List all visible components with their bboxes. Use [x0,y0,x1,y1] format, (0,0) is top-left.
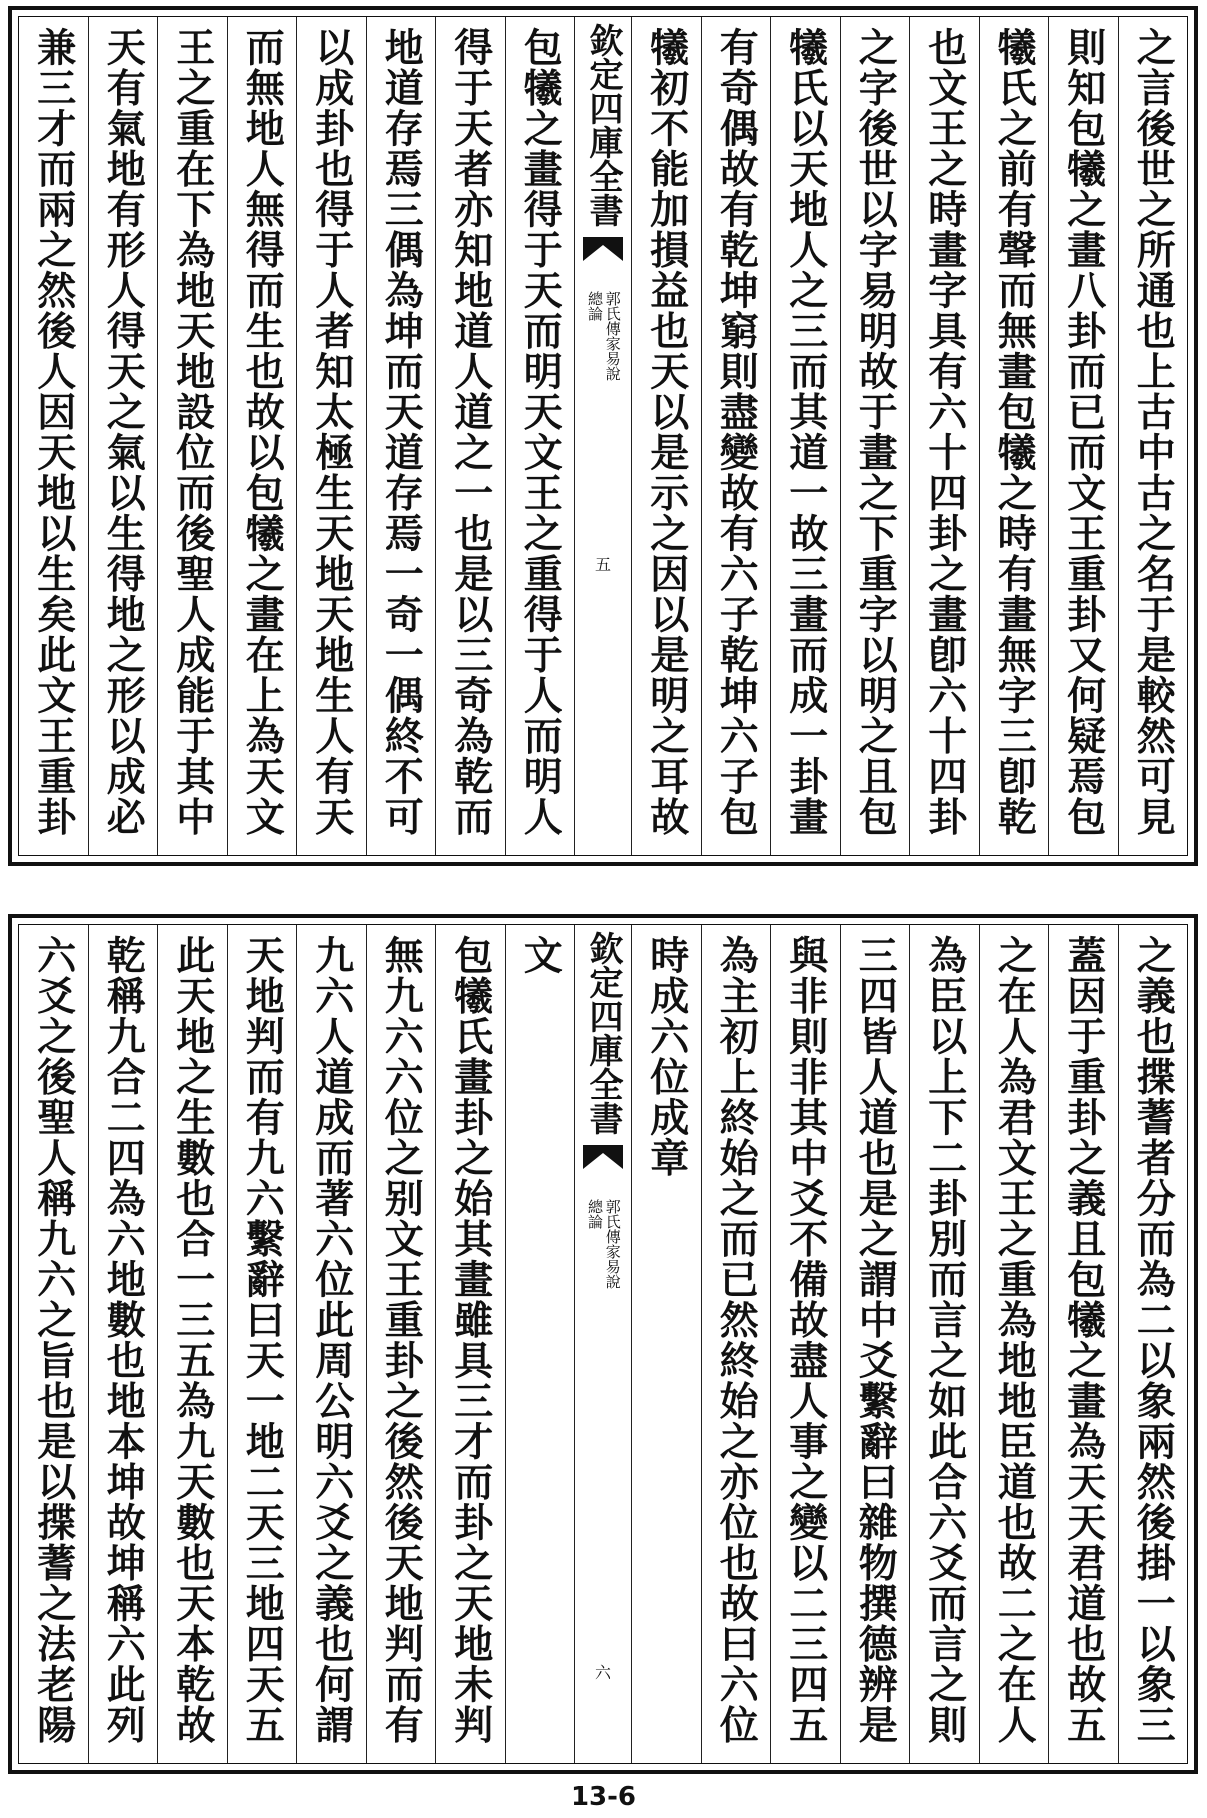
text-column [505,17,575,855]
column-text: 之字後世以字易明故于畫之下重字以明之且包 [852,27,899,837]
text-column [979,17,1049,855]
book-title: 郭氏傳家易說 [603,1199,622,1289]
text-column [1118,925,1188,1763]
text-column [157,925,227,1763]
text-column [631,925,701,1763]
running-title: 欽定四庫全書 [583,23,623,227]
column-text: 乾稱九合二四為六地數也地本坤故坤稱六此列 [100,935,147,1745]
center-fold [574,925,631,1763]
column-text: 以成卦也得于人者知太極生天地天地生人有天 [308,27,355,837]
page-number: 五 [594,555,611,574]
text-column [19,925,88,1763]
column-text: 而無地人無得而生也故以包犧之畫在上為天文 [239,27,286,837]
text-column [1048,17,1118,855]
column-text: 天地判而有九六繫辭曰天一地二天三地四天五 [239,935,286,1745]
column-text: 則知包犧之畫八卦而已而文王重卦又何疑焉包 [1060,27,1107,837]
fish-tail-mark [583,1145,623,1187]
top-page-frame [18,16,1188,856]
section-title: 總論 [586,1199,604,1229]
text-column [88,17,158,855]
top-page [8,6,1198,866]
column-text: 之義也揲蓍者分而為二以象兩然後掛一以象三 [1130,935,1177,1745]
text-column [840,17,910,855]
book-subtitle [586,291,620,381]
scan-page-label: 13-6 [570,1782,637,1812]
column-text: 犧初不能加損益也天以是示之因以是明之耳故 [643,27,690,837]
column-text: 包犧氏畫卦之始其畫雖具三才而卦之天地未判 [447,935,494,1745]
text-column [296,17,366,855]
text-column [701,925,771,1763]
column-text: 地道存焉三偶為坤而天道存焉一奇一偶終不可 [378,27,425,837]
column-text: 無九六六位之别文王重卦之後然後天地判而有 [378,935,425,1745]
text-column [631,17,701,855]
book-title: 郭氏傳家易說 [603,291,622,381]
column-text: 九六人道成而著六位此周公明六爻之義也何謂 [308,935,355,1745]
column-text: 文 [517,935,564,976]
text-column [1048,925,1118,1763]
column-text: 王之重在下為地天地設位而後聖人成能于其中 [169,27,216,837]
page-number: 六 [594,1663,611,1682]
bottom-page [8,914,1198,1774]
text-column [157,17,227,855]
column-text: 包犧之畫得于天而明天文王之重得于人而明人 [517,27,564,837]
column-text: 之言後世之所通也上古中古之名于是較然可見 [1130,27,1177,837]
column-text: 此天地之生數也合一三五為九天數也天本乾故 [169,935,216,1745]
column-text: 三四皆人道也是之謂中爻繫辭曰雜物撰德辨是 [852,935,899,1745]
column-text: 犧氏以天地人之三而其道一故三畫而成一卦畫 [782,27,829,837]
text-column [909,17,979,855]
running-title: 欽定四庫全書 [583,931,623,1135]
text-column [296,925,366,1763]
column-text: 與非則非其中爻不備故盡人事之變以二三四五 [782,935,829,1745]
text-column [979,925,1049,1763]
text-column [19,17,88,855]
text-column [701,17,771,855]
text-column [435,17,505,855]
fish-tail-mark [583,237,623,279]
text-column [840,925,910,1763]
text-column [1118,17,1188,855]
column-text: 六爻之後聖人稱九六之旨也是以揲蓍之法老陽 [30,935,77,1745]
text-column [770,925,840,1763]
column-text: 得于天者亦知地道人道之一也是以三奇為乾而 [447,27,494,837]
bottom-page-frame [18,924,1188,1764]
text-column [227,925,297,1763]
text-column [770,17,840,855]
book-subtitle [586,1199,620,1289]
column-text: 為臣以上下二卦別而言之如此合六爻而言之則 [921,935,968,1745]
column-text: 也文王之時畫字具有六十四卦之畫卽六十四卦 [921,27,968,837]
column-text: 天有氣地有形人得天之氣以生得地之形以成必 [100,27,147,837]
text-column [366,925,436,1763]
text-column [435,925,505,1763]
text-column [227,17,297,855]
column-text: 有奇偶故有乾坤窮則盡變故有六子乾坤六子包 [713,27,760,837]
column-text: 蓋因于重卦之義且包犧之畫為天天君道也故五 [1060,935,1107,1745]
center-fold [574,17,631,855]
text-column [909,925,979,1763]
text-column [505,925,575,1763]
column-text: 兼三才而兩之然後人因天地以生矣此文王重卦 [30,27,77,837]
column-text: 時成六位成章 [643,935,690,1178]
column-text: 之在人為君文王之重為地地臣道也故二之在人 [991,935,1038,1745]
column-text: 為主初上終始之而已然終始之亦位也故曰六位 [713,935,760,1745]
column-text: 犧氏之前有聲而無畫包犧之時有畫無字三卽乾 [991,27,1038,837]
text-column [366,17,436,855]
text-column [88,925,158,1763]
section-title: 總論 [586,291,604,321]
